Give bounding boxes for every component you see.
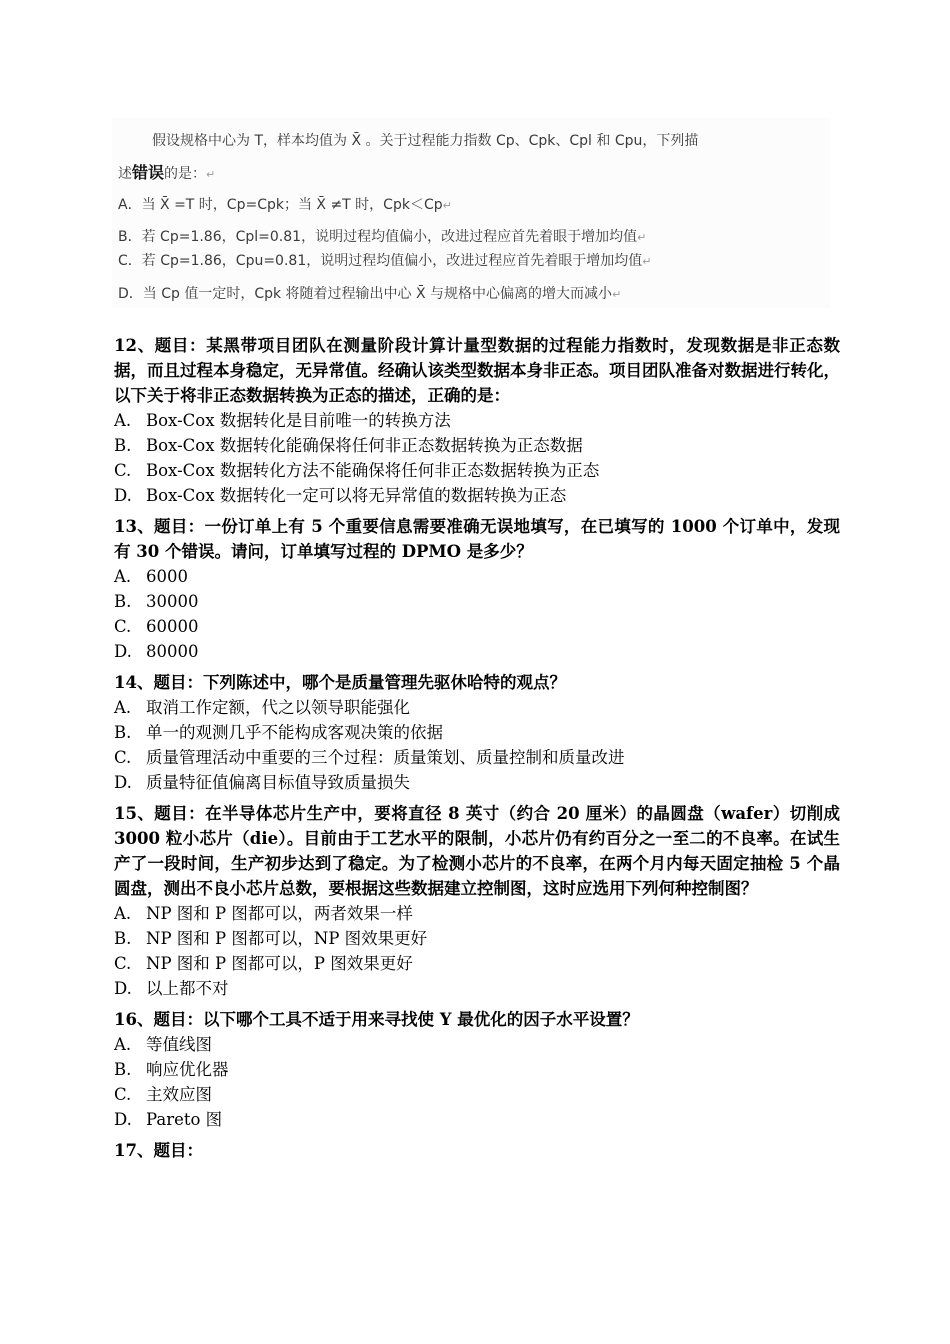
answer-option [114,1032,840,1057]
question-title: 13、题目：一份订单上有 5 个重要信息需要准确无误地填写，在已填写的 1000 个订单中，发现有 30 个错误。请问，订单填写过程的 DPMO 是多少？ [114,517,840,561]
option-letter: C. [114,1085,132,1104]
option-text: 单一的观测几乎不能构成客观决策的依据 [146,723,443,742]
option-letter: A. [114,904,132,923]
question-block [114,514,840,664]
option-text: NP 图和 P 图都可以，P 图效果更好 [146,954,413,973]
image-option-c: C．若 Cp=1.86，Cpu=0.81，说明过程均值偏小，改进过程应首先着眼于增加均值↵ [118,253,652,269]
answer-option [114,614,840,639]
question-title: 17、题目： [114,1141,203,1160]
question-title: 16、题目：以下哪个工具不适于用来寻找使 Y 最优化的因子水平设置？ [114,1010,639,1029]
option-text: 30000 [146,592,199,611]
answer-option [114,745,840,770]
answer-option [114,639,840,664]
option-text: Box-Cox 数据转化是目前唯一的转换方法 [146,411,451,430]
answer-option [114,564,840,589]
answer-option [114,770,840,795]
option-text: 质量管理活动中重要的三个过程：质量策划、质量控制和质量改进 [146,748,625,767]
option-text: 80000 [146,642,199,661]
option-letter: D. [114,642,132,661]
option-text: 60000 [146,617,199,636]
option-letter: D. [114,486,132,505]
option-letter: A. [114,698,132,717]
option-letter: A. [114,567,132,586]
option-letter: C. [114,954,132,973]
image-stem-line-2: 述错误的是：↵ [118,163,216,182]
answer-option [114,408,840,433]
question-block [114,670,840,795]
image-option-b: B．若 Cp=1.86，Cpl=0.81，说明过程均值偏小，改进过程应首先着眼于增加均值↵ [118,229,647,245]
option-letter: A. [114,411,132,430]
option-text: NP 图和 P 图都可以，NP 图效果更好 [146,929,428,948]
question-block [114,1007,840,1132]
option-letter: B. [114,436,132,455]
answer-option [114,458,840,483]
option-text: Pareto 图 [146,1110,223,1129]
option-text: Box-Cox 数据转化能确保将任何非正态数据转换为正态数据 [146,436,583,455]
option-letter: C. [114,461,132,480]
option-letter: C. [114,748,132,767]
answer-option [114,695,840,720]
option-letter: D. [114,979,132,998]
image-stem-line: 假设规格中心为 T，样本均值为 X̄ 。关于过程能力指数 Cp、Cpk、Cpl 和 Cpu，下列描 [152,133,699,149]
answer-option [114,1057,840,1082]
option-letter: D. [114,773,132,792]
option-text: 质量特征值偏离目标值导致质量损失 [146,773,410,792]
option-text: 6000 [146,567,188,586]
answer-option [114,483,840,508]
question-block [114,333,840,508]
question-list [114,333,840,1169]
image-option-d: D．当 Cp 值一定时，Cpk 将随着过程输出中心 X̄ 与规格中心偏离的增大而减小↵ [118,286,622,302]
question-title: 15、题目：在半导体芯片生产中，要将直径 8 英寸（约合 20 厘米）的晶圆盘（wafer）切削成 3000 粒小芯片（die）。目前由于工艺水平的限制，小芯片仍有约百分之一至二的不良率。在试生产了一段时间，生产初步达到了稳定。为了检测小芯片的不良率，在两个月内每天固定抽检 5 个晶圆盘，测出不良小芯片总数，要根据这些数据建立控制图，这时应选用下列何种控制图？ [114,804,840,898]
option-letter: B. [114,723,132,742]
question-image [112,118,830,308]
answer-option [114,589,840,614]
option-text: Box-Cox 数据转化一定可以将无异常值的数据转换为正态 [146,486,567,505]
option-letter: D. [114,1110,132,1129]
answer-option [114,433,840,458]
option-text: 取消工作定额，代之以领导职能强化 [146,698,410,717]
answer-option [114,1082,840,1107]
question-title: 12、题目：某黑带项目团队在测量阶段计算计量型数据的过程能力指数时，发现数据是非正态数据，而且过程本身稳定，无异常值。经确认该类型数据本身非正态。项目团队准备对数据进行转化，以下关于将非正态数据转换为正态的描述，正确的是： [114,336,840,405]
image-option-a: A．当 X̄ =T 时，Cp=Cpk；当 X̄ ≠T 时，Cpk＜Cp↵ [118,197,452,213]
answer-option [114,976,840,1001]
answer-option [114,720,840,745]
option-text: 主效应图 [146,1085,212,1104]
option-letter: A. [114,1035,132,1054]
option-letter: B. [114,1060,132,1079]
answer-option [114,1107,840,1132]
answer-option [114,951,840,976]
option-letter: B. [114,592,132,611]
emphasis-error: 错误 [132,163,165,182]
answer-option [114,901,840,926]
answer-option [114,926,840,951]
option-text: Box-Cox 数据转化方法不能确保将任何非正态数据转换为正态 [146,461,600,480]
question-title: 14、题目：下列陈述中，哪个是质量管理先驱休哈特的观点？ [114,673,566,692]
question-block [114,1138,840,1163]
question-block [114,801,840,1001]
option-text: 响应优化器 [146,1060,229,1079]
option-text: NP 图和 P 图都可以，两者效果一样 [146,904,413,923]
option-letter: B. [114,929,132,948]
option-text: 等值线图 [146,1035,212,1054]
option-text: 以上都不对 [146,979,229,998]
option-letter: C. [114,617,132,636]
